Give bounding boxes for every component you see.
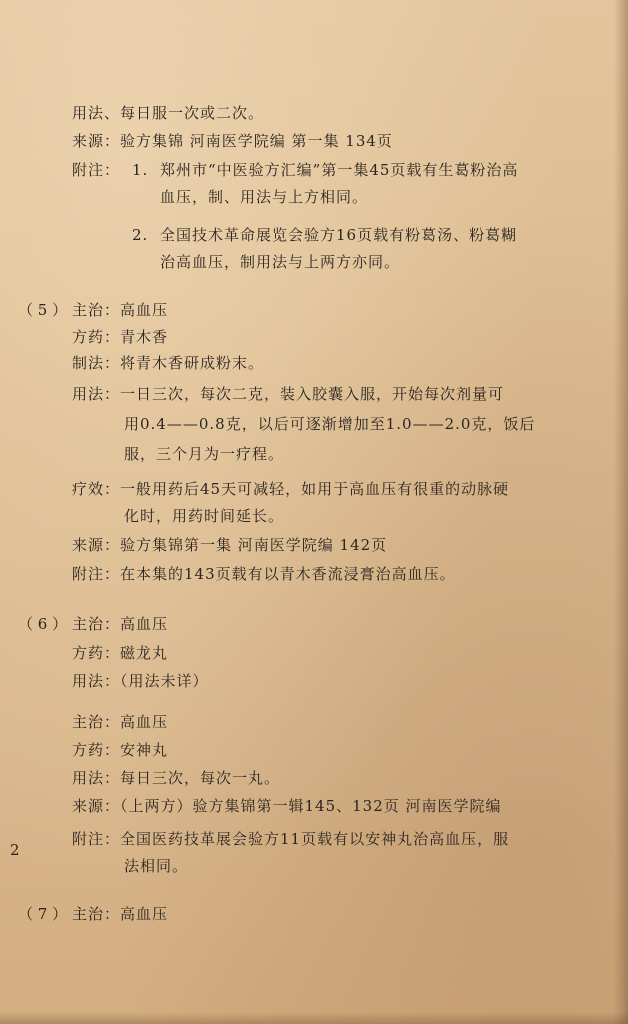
entry-number: （ 6 ） xyxy=(18,615,68,633)
entry-number: （ 7 ） xyxy=(18,905,68,923)
usage-line: 用法：（用法未详） xyxy=(72,672,209,690)
note-text: 郑州市“中医验方汇编”第一集45页载有生葛粉治高 xyxy=(160,161,519,179)
usage-line: 服，三个月为一疗程。 xyxy=(124,445,285,463)
note-line: 附注：全国医药技革展会验方11页载有以安神丸治高血压，服 xyxy=(72,830,510,848)
indication-line: 主治：高血压 xyxy=(72,615,169,633)
formula-line: 方药：安神丸 xyxy=(72,741,169,759)
effect-line: 疗效：一般用药后45天可减轻，如用于高血压有很重的动脉硬 xyxy=(72,480,510,498)
formula-line: 方药：磁龙丸 xyxy=(72,644,169,662)
note-text: 全国技术革命展览会验方16页载有粉葛汤、粉葛糊 xyxy=(160,226,518,244)
preparation-line: 制法：将青木香研成粉末。 xyxy=(72,354,265,372)
entry-number: （ 5 ） xyxy=(18,301,68,319)
page-edge-shadow xyxy=(614,0,628,1024)
note-text: 治高血压，制用法与上两方亦同。 xyxy=(160,253,401,271)
usage-line: 用法、每日服一次或二次。 xyxy=(72,104,265,122)
page-edge-shadow xyxy=(0,1012,628,1024)
note-text: 血压，制、用法与上方相同。 xyxy=(160,188,369,206)
usage-line: 用法：每日三次，每次一丸。 xyxy=(72,769,281,787)
note-item-number: 1. xyxy=(132,161,149,179)
formula-line: 方药：青木香 xyxy=(72,328,169,346)
source-line: 来源：验方集锦 河南医学院编 第一集 134页 xyxy=(72,132,393,150)
usage-line: 用法：一日三次，每次二克，装入胶囊入服，开始每次剂量可 xyxy=(72,385,505,403)
note-item-number: 2. xyxy=(132,226,149,244)
page-number: 2 xyxy=(10,841,20,859)
note-line: 法相同。 xyxy=(124,857,189,875)
effect-line: 化时，用药时间延长。 xyxy=(124,507,285,525)
source-line: 来源：验方集锦第一集 河南医学院编 142页 xyxy=(72,536,388,554)
usage-line: 用0.4——0.8克，以后可逐渐增加至1.0——2.0克，饭后 xyxy=(124,415,536,433)
indication-line: 主治：高血压 xyxy=(72,905,169,923)
indication-line: 主治：高血压 xyxy=(72,301,169,319)
note-line: 附注：在本集的143页载有以青木香流浸膏治高血压。 xyxy=(72,565,456,583)
indication-line: 主治：高血压 xyxy=(72,713,169,731)
source-line: 来源：（上两方）验方集锦第一辑145、132页 河南医学院编 xyxy=(72,797,502,815)
note-label: 附注： xyxy=(72,161,121,179)
